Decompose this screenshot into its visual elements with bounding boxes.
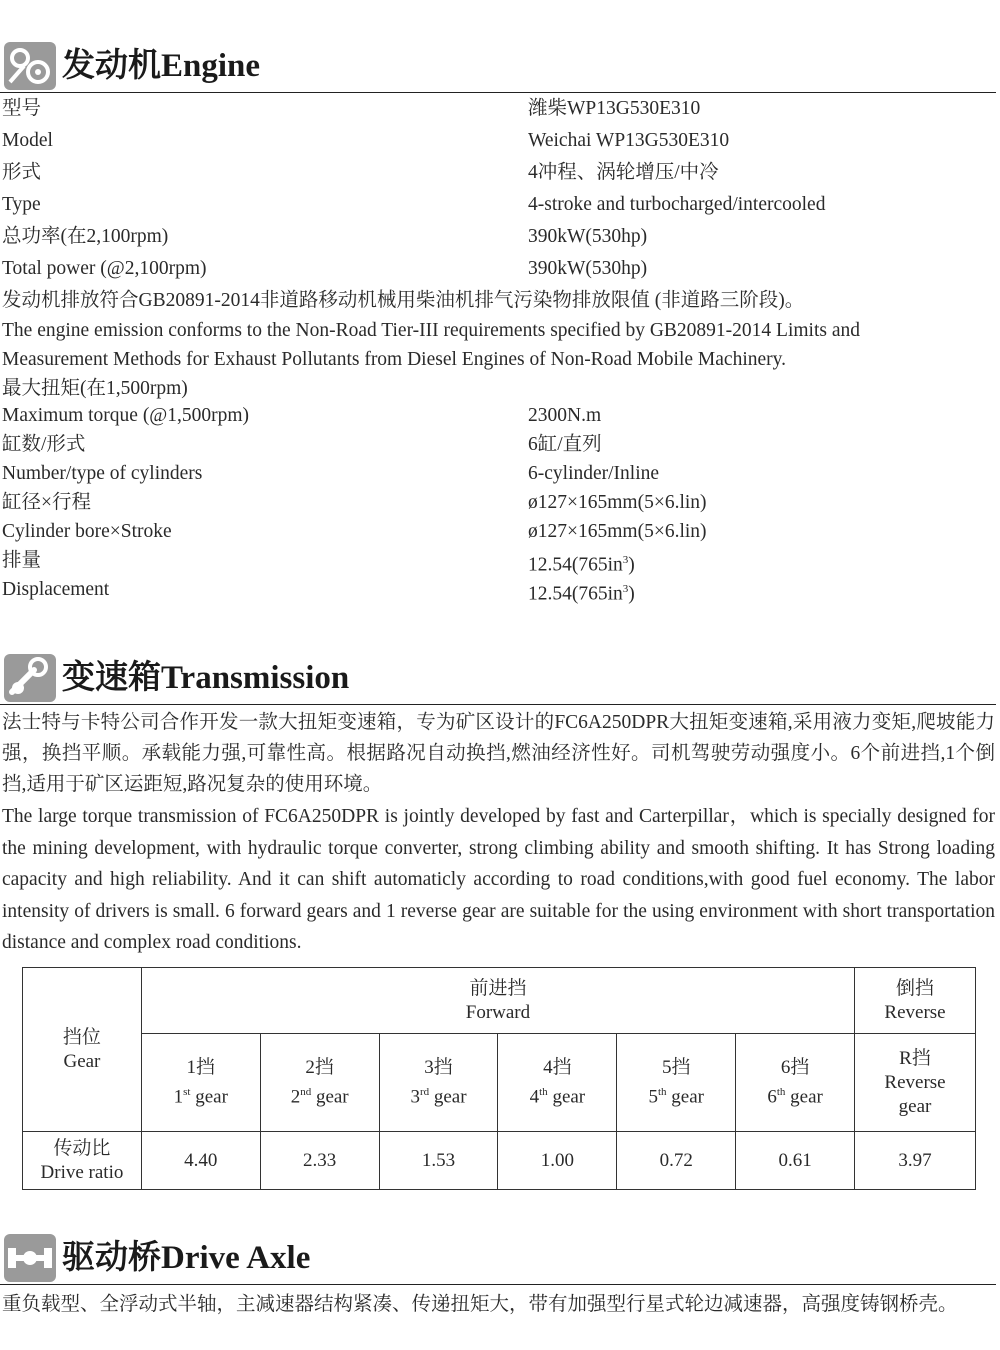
spec-label: Model (2, 130, 53, 151)
drive-axle-title: 驱动桥Drive Axle (62, 1240, 311, 1276)
spec-value: 6-cylinder/Inline (528, 463, 660, 484)
reverse-gear-cell: R挡 Reverse gear (855, 1034, 976, 1132)
spec-value: Weichai WP13G530E310 (528, 130, 730, 151)
ratio-cell: 3.97 (855, 1132, 976, 1190)
ratio-cell: 4.40 (141, 1132, 260, 1190)
gear-header-cell: 挡位 Gear (23, 968, 142, 1132)
emission-en-2: Measurement Methods for Exhaust Pollutants from Diesel Engines of Non-Road Mobile Machinery. (2, 349, 786, 370)
spec-label: 排量 (2, 550, 42, 571)
axle-icon (4, 1234, 56, 1282)
spec-label: Cylinder bore×Stroke (2, 521, 172, 542)
spec-row (2, 575, 998, 604)
reverse-header-cell: 倒挡 Reverse (855, 968, 976, 1034)
spec-label: 缸数/形式 (2, 434, 86, 455)
spec-row (2, 94, 998, 123)
spec-label: 型号 (2, 98, 42, 119)
ratio-cell: 1.00 (498, 1132, 617, 1190)
transmission-wrench-icon (4, 654, 56, 702)
spec-value: 390kW(530hp) (528, 258, 648, 279)
spec-row (2, 430, 998, 459)
spec-value: 4-stroke and turbocharged/intercooled (528, 194, 826, 215)
gear-ratio-table (22, 967, 976, 1190)
spec-value: ø127×165mm(5×6.lin) (528, 492, 707, 513)
gear-cell: 4挡 4th gear (498, 1034, 617, 1132)
gear-cell: 6挡 6th gear (736, 1034, 855, 1132)
spec-value: 潍柴WP13G530E310 (528, 98, 701, 119)
spec-row (2, 126, 998, 155)
ratio-cell: 0.72 (617, 1132, 736, 1190)
spec-value: 6缸/直列 (528, 434, 602, 455)
spec-value: ø127×165mm(5×6.lin) (528, 521, 707, 542)
gear-cell: 1挡 1st gear (141, 1034, 260, 1132)
spec-row (2, 401, 998, 430)
spec-label: Displacement (2, 579, 110, 600)
spec-row (2, 222, 998, 251)
spec-value: 390kW(530hp) (528, 226, 648, 247)
ratio-header-cell: 传动比 Drive ratio (23, 1132, 142, 1190)
spec-label: Number/type of cylinders (2, 463, 203, 484)
spec-value: $12.54(765in^3)$ (528, 583, 635, 605)
spec-row (2, 158, 998, 187)
torque-label-cn: 最大扭矩(在1,500rpm) (2, 378, 188, 399)
spec-row (2, 459, 998, 488)
engine-section-header (0, 36, 996, 93)
ratio-cell: 0.61 (736, 1132, 855, 1190)
emission-cn: 发动机排放符合GB20891-2014非道路移动机械用柴油机排气污染物排放限值 (非道路三阶段)。 (2, 290, 805, 311)
engine-gear-icon (4, 42, 56, 90)
ratio-cell: 1.53 (379, 1132, 498, 1190)
forward-header-cell: 前进挡 Forward (141, 968, 854, 1034)
spec-row (2, 488, 998, 517)
spec-row (2, 190, 998, 219)
ratio-cell: 2.33 (260, 1132, 379, 1190)
spec-row (2, 546, 998, 575)
spec-label: Type (2, 194, 41, 215)
transmission-section-header (0, 648, 996, 705)
spec-row (2, 517, 998, 546)
spec-label: Total power (@2,100rpm) (2, 258, 207, 279)
engine-title: 发动机Engine (62, 48, 261, 84)
spec-label: 缸径×行程 (2, 492, 91, 513)
transmission-desc-en: The large torque transmission of FC6A250DPR is jointly developed by fast and Carterpillar，which is specially designed for the mining development, with hydraulic torque converter, strong climbing ability and smooth shifting. It has Strong loading capacity and high reliability. And it can shift automaticly according to road conditions,with good fuel economy. The labor intensity of drivers is small. 6 forward gears and 1 reverse gear are suitable for the using environment with short transportation distance and complex road conditions. (2, 806, 995, 953)
spec-row (2, 254, 998, 283)
spec-label: 总功率(在2,100rpm) (2, 226, 169, 247)
spec-value: $12.54(765in^3)$ (528, 554, 635, 576)
spec-value: 4冲程、涡轮增压/中冷 (528, 162, 719, 183)
gear-cell: 2挡 2nd gear (260, 1034, 379, 1132)
drive-axle-desc: 重负载型、全浮动式半轴，主减速器结构紧凑、传递扭矩大，带有加强型行星式轮边减速器，高强度铸钢桥壳。 (2, 1294, 958, 1315)
gear-cell: 3挡 3rd gear (379, 1034, 498, 1132)
drive-axle-section-header (0, 1228, 996, 1285)
spec-label: 形式 (2, 162, 42, 183)
transmission-title: 变速箱Transmission (62, 660, 350, 696)
transmission-desc-cn: 法士特与卡特公司合作开发一款大扭矩变速箱，专为矿区设计的FC6A250DPR大扭矩变速箱,采用液力变矩,爬坡能力强，换挡平顺。承载能力强,可靠性高。根据路况自动换挡,燃油经济性好。司机驾驶劳动强度小。6个前进挡,1个倒挡,适用于矿区运距短,路况复杂的使用环境。 (2, 712, 995, 795)
emission-en-1: The engine emission conforms to the Non-Road Tier-III requirements specified by GB20891-2014 Limits and (2, 320, 860, 341)
spec-label: Maximum torque (@1,500rpm) (2, 405, 250, 426)
spec-value: 2300N.m (528, 405, 602, 426)
gear-cell: 5挡 5th gear (617, 1034, 736, 1132)
